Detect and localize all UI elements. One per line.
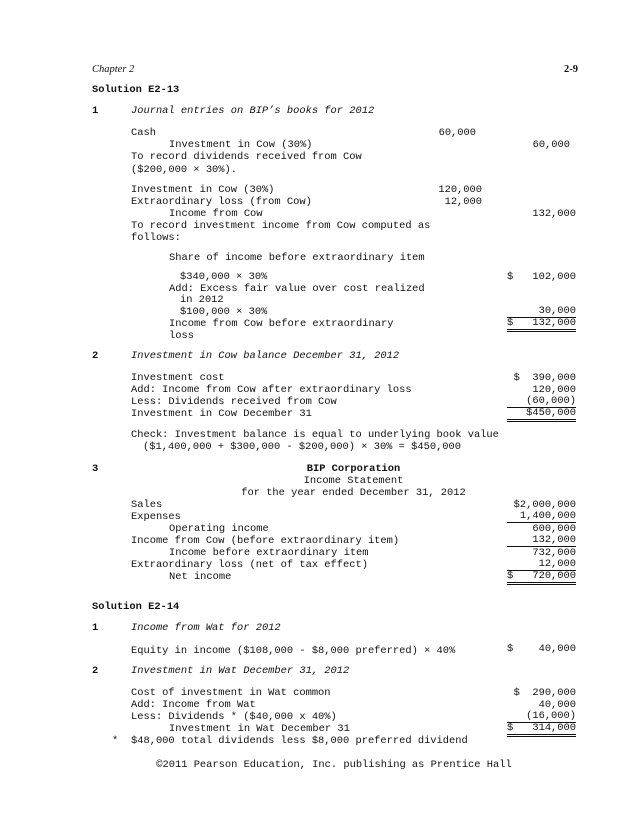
wat-row-amount: 40,000 xyxy=(538,699,576,711)
is-row-label: Operating income xyxy=(169,523,269,535)
entry1-credit-account: Investment in Cow (30%) xyxy=(169,139,313,151)
wat-row-label: Add: Income from Wat xyxy=(131,699,256,711)
footnote-marker: * xyxy=(112,735,119,747)
part-1-heading: Journal entries on BIP’s books for 2012 xyxy=(131,105,375,117)
p2-row-label: Investment cost xyxy=(131,372,225,384)
entry2-explanation-2: follows: xyxy=(131,232,181,244)
calc-line-7: loss xyxy=(169,330,194,342)
calc-line-5-amount: 30,000 xyxy=(507,305,576,318)
company-name: BIP Corporation xyxy=(306,463,401,475)
part-1-number: 1 xyxy=(92,105,99,117)
solution-e2-13-title: Solution E2-13 xyxy=(92,84,180,96)
p2-row-label: Less: Dividends received from Cow xyxy=(131,396,337,408)
calc-line-3: Add: Excess fair value over cost realized xyxy=(169,283,425,295)
entry2-debit1-account: Investment in Cow (30%) xyxy=(131,184,275,196)
calc-line-5: $100,000 × 30% xyxy=(180,306,268,318)
equity-in-income-line: Equity in income ($108,000 - $8,000 preferred) × 40% xyxy=(131,645,456,657)
is-row-amount: 132,000 xyxy=(507,534,576,547)
equity-in-income-dollar: $ xyxy=(507,643,514,655)
wat-row-amount: (16,000) xyxy=(507,710,576,723)
statement-title: Income Statement xyxy=(303,475,404,487)
e214-part-2-heading: Investment in Wat December 31, 2012 xyxy=(131,665,350,677)
is-row-label: Sales xyxy=(131,499,163,511)
wat-total-dollar: $ xyxy=(507,722,514,734)
entry1-debit-account: Cash xyxy=(131,127,156,139)
is-row-label: Income from Cow (before extraordinary item) xyxy=(131,535,400,547)
wat-total xyxy=(507,722,576,737)
is-row-amount: 12,000 xyxy=(507,558,576,571)
chapter-label: Chapter 2 xyxy=(92,64,135,75)
p2-row-amount: $450,000 xyxy=(507,407,576,422)
e214-part-1-heading: Income from Wat for 2012 xyxy=(131,622,281,634)
calc-line-2-amount: 102,000 xyxy=(532,271,576,283)
is-row-amount: 732,000 xyxy=(532,547,576,559)
part-2-heading: Investment in Cow balance December 31, 2012 xyxy=(131,350,400,362)
is-row-amount: 600,000 xyxy=(532,523,576,535)
entry2-debit2-account: Extraordinary loss (from Cow) xyxy=(131,196,312,208)
calc-line-6-total xyxy=(507,317,576,332)
p2-row-label: Add: Income from Cow after extraordinary loss xyxy=(131,384,412,396)
wat-row-label: Less: Dividends * ($40,000 x 40%) xyxy=(131,711,337,723)
is-row-label: Expenses xyxy=(131,511,181,523)
e214-part-2-number: 2 xyxy=(92,665,99,677)
copyright-footer: ©2011 Pearson Education, Inc. publishing as Prentice Hall xyxy=(156,759,512,771)
part-2-number: 2 xyxy=(92,350,99,362)
is-row-label: Income before extraordinary item xyxy=(169,547,369,559)
part-3-number: 3 xyxy=(92,463,99,475)
p2-row-amount: (60,000) xyxy=(507,395,576,408)
is-row-label: Extraordinary loss (net of tax effect) xyxy=(131,559,368,571)
page-number: 2-9 xyxy=(564,64,578,75)
net-income-amount: 720,000 xyxy=(532,570,576,582)
p2-row-amount: $ 390,000 xyxy=(513,372,576,384)
entry2-debit2-amount: 12,000 xyxy=(444,196,482,208)
wat-row-amount: $ 290,000 xyxy=(513,687,576,699)
wat-row-label: Investment in Wat December 31 xyxy=(169,723,350,735)
is-row-amount: 1,400,000 xyxy=(507,510,576,523)
p2-row-label: Investment in Cow December 31 xyxy=(131,408,312,420)
calc-line-2: $340,000 × 30% xyxy=(180,271,268,283)
solution-e2-14-title: Solution E2-14 xyxy=(92,601,180,613)
entry2-credit-amount: 132,000 xyxy=(532,208,576,220)
entry1-explanation-2: ($200,000 × 30%). xyxy=(131,164,238,176)
is-row-amount: $2,000,000 xyxy=(513,499,576,511)
is-row-label: Net income xyxy=(169,571,232,583)
check-line-2: ($1,400,000 + $300,000 - $200,000) × 30% = $450,000 xyxy=(143,441,462,453)
footnote-text: $48,000 total dividends less $8,000 preferred dividend xyxy=(131,735,468,747)
p2-row-amount: 120,000 xyxy=(532,384,576,396)
calc-line-1: Share of income before extraordinary item xyxy=(169,252,425,264)
calc-line-2-dollar: $ xyxy=(507,271,514,283)
statement-period: for the year ended December 31, 2012 xyxy=(241,487,466,499)
entry1-debit-amount: 60,000 xyxy=(438,127,476,139)
calc-line-6-dollar: $ xyxy=(507,317,514,329)
wat-total-amount: 314,000 xyxy=(532,722,576,734)
entry2-credit-account: Income from Cow xyxy=(169,208,263,220)
entry1-credit-amount: 60,000 xyxy=(532,139,570,151)
net-income-total xyxy=(507,570,576,585)
check-line-1: Check: Investment balance is equal to underlying book value xyxy=(131,429,499,441)
calc-line-6: Income from Cow before extraordinary xyxy=(169,318,394,330)
entry2-explanation: To record investment income from Cow computed as xyxy=(131,220,431,232)
net-income-dollar: $ xyxy=(507,570,514,582)
calc-line-4: in 2012 xyxy=(180,294,224,306)
wat-row-label: Cost of investment in Wat common xyxy=(131,687,331,699)
e214-part-1-number: 1 xyxy=(92,622,99,634)
entry1-explanation: To record dividends received from Cow xyxy=(131,151,362,163)
equity-in-income-amount: 40,000 xyxy=(538,643,576,655)
entry2-debit1-amount: 120,000 xyxy=(438,184,482,196)
calc-line-6-amount: 132,000 xyxy=(532,317,576,329)
